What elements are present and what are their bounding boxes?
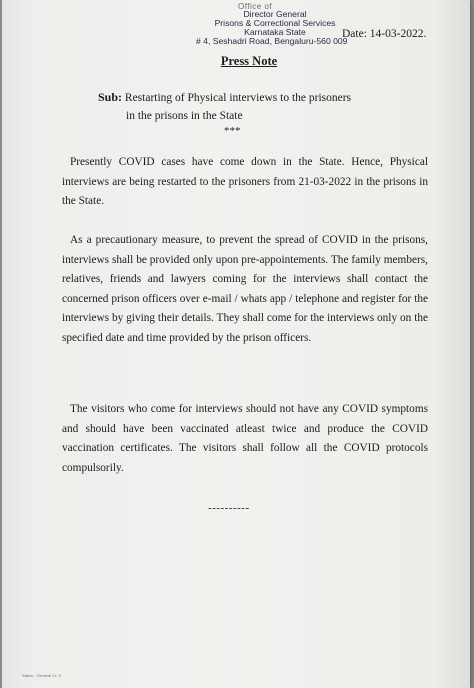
subject-block (98, 88, 428, 125)
footer-reference: Sdbvn - General Cr. 8 (22, 673, 61, 678)
stamp-line-designation: Director General (243, 9, 307, 19)
stamp-line-department: Prisons & Correctional Services (214, 18, 336, 28)
stamp-line-state: Karnataka State (244, 27, 306, 37)
subject-label: Sub: (98, 90, 123, 104)
paragraph-2-text: As a precautionary measure, to prevent the spread of COVID in the prisons, interviews shall be provided only upon pre-appointements. The family members, relatives, friends and lawyers coming for the interviews shall contact the concerned prison officers over e-mail / whats app / telephone and register for the interviews by giving their details. They shall come for the interviews only on the specified date and time provided by the prison officers. (62, 234, 428, 344)
separator-stars: *** (224, 125, 241, 137)
paragraph-1 (62, 153, 428, 212)
page-title: Press Note (220, 54, 278, 68)
paragraph-3 (62, 400, 428, 478)
paragraph-3-text: The visitors who come for interviews should not have any COVID symptoms and should have been vaccinated atleast twice and produce the COVID vaccination certificates. The visitors shall follow all the COVID protocols compulsorily. (62, 403, 428, 474)
stamp-line-address: # 4, Seshadri Road, Bengaluru-560 009 (196, 36, 348, 46)
document-page (2, 0, 470, 688)
end-mark: ---------- (208, 502, 250, 514)
office-stamp (196, 9, 350, 46)
paragraph-1-text: Presently COVID cases have come down in the State. Hence, Physical interviews are being restarted to the prisoners from 21-03-2022 in the prisons in the State. (62, 156, 428, 208)
subject-line-2: in the prisons in the State (126, 110, 243, 122)
paragraph-2 (62, 231, 428, 349)
subject-line-1: Restarting of Physical interviews to the prisoners (122, 92, 352, 104)
office-mark: Office of (238, 2, 273, 11)
document-date: Date: 14-03-2022. (342, 28, 427, 40)
